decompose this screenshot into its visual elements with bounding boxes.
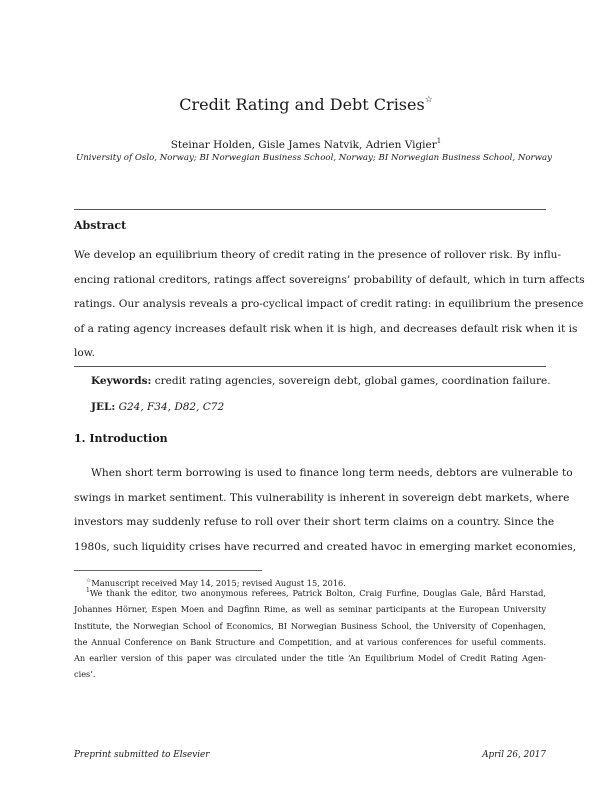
footer-preprint: Preprint submitted to Elsevier — [74, 750, 210, 760]
footnote-line — [74, 583, 546, 601]
footnote-acknowledgements — [74, 583, 546, 683]
footnote-mark-one: 1 — [86, 587, 90, 594]
intro-line: swings in market sentiment. This vulnerability is inherent in sovereign debt markets, where — [74, 491, 570, 504]
abstract-top-rule — [74, 209, 546, 210]
title-text: Credit Rating and Debt Crises — [179, 95, 425, 114]
abstract-line: We develop an equilibrium theory of credit rating in the presence of rollover risk. By influ- — [74, 249, 562, 261]
title-footnote-mark: ☆ — [424, 95, 433, 105]
footnote-manuscript-text: Manuscript received May 14, 2015; revised August 15, 2016. — [91, 578, 346, 588]
abstract-body — [74, 243, 585, 366]
abstract-line: of a rating agency increases default risk when it is high, and decreases default risk when it is — [74, 322, 578, 335]
footer-date: April 26, 2017 — [482, 750, 546, 760]
footnote-line: the Annual Conference on Bank Structure and Competition, and at various conferences for useful comments. — [74, 636, 546, 647]
jel-label: JEL: — [91, 401, 116, 413]
abstract-line: ratings. Our analysis reveals a pro-cyclical impact of credit rating: in equilibrium the presence — [74, 298, 584, 310]
affiliations: University of Oslo, Norway; BI Norwegian Business School, Norway; BI Norwegian Business School, Norway — [76, 153, 552, 163]
jel-line — [91, 401, 224, 413]
keywords-line — [91, 375, 551, 387]
footnote-line: cies’. — [74, 669, 96, 680]
footnote-line: Institute, the Norwegian School of Economics, BI Norwegian Business School, the University of Copenhagen, — [74, 620, 546, 631]
footnote-rule — [74, 570, 262, 571]
abstract-line: encing rational creditors, ratings affect sovereigns’ probability of default, which in turn affects — [74, 273, 585, 286]
abstract-line: low. — [74, 347, 95, 359]
paper-title — [0, 95, 612, 114]
footnote-line-text: We thank the editor, two anonymous referees, Patrick Bolton, Craig Furfine, Douglas Gale, Bård Harstad, — [89, 588, 546, 598]
keywords-label: Keywords: — [91, 375, 152, 387]
jel-codes: G24, F34, D82, C72 — [118, 401, 225, 413]
introduction-body — [74, 461, 577, 559]
footnote-line: An earlier version of this paper was circulated under the title ‘An Equilibrium Model of Credit Rating Agen- — [74, 653, 546, 664]
keywords-text: credit rating agencies, sovereign debt, global games, coordination failure. — [154, 375, 551, 387]
intro-line: When short term borrowing is used to finance long term needs, debtors are vulnerable to — [91, 467, 573, 479]
intro-line: 1980s, such liquidity crises have recurred and created havoc in emerging market economies, — [74, 540, 577, 553]
abstract-bottom-rule — [74, 366, 546, 367]
author-list — [0, 137, 612, 151]
authors-text: Steinar Holden, Gisle James Natvik, Adrien Vigier — [170, 139, 437, 151]
footnote-mark-star: ☆ — [86, 577, 92, 584]
abstract-heading: Abstract — [74, 219, 127, 232]
intro-line: investors may suddenly refuse to roll over their short term claims on a country. Since the — [74, 516, 555, 528]
author-footnote-mark: 1 — [436, 137, 442, 145]
footnote-line: Johannes Hörner, Espen Moen and Dagfinn Rime, as well as seminar participants at the European University — [74, 604, 546, 615]
section-heading-introduction: 1. Introduction — [74, 432, 168, 445]
